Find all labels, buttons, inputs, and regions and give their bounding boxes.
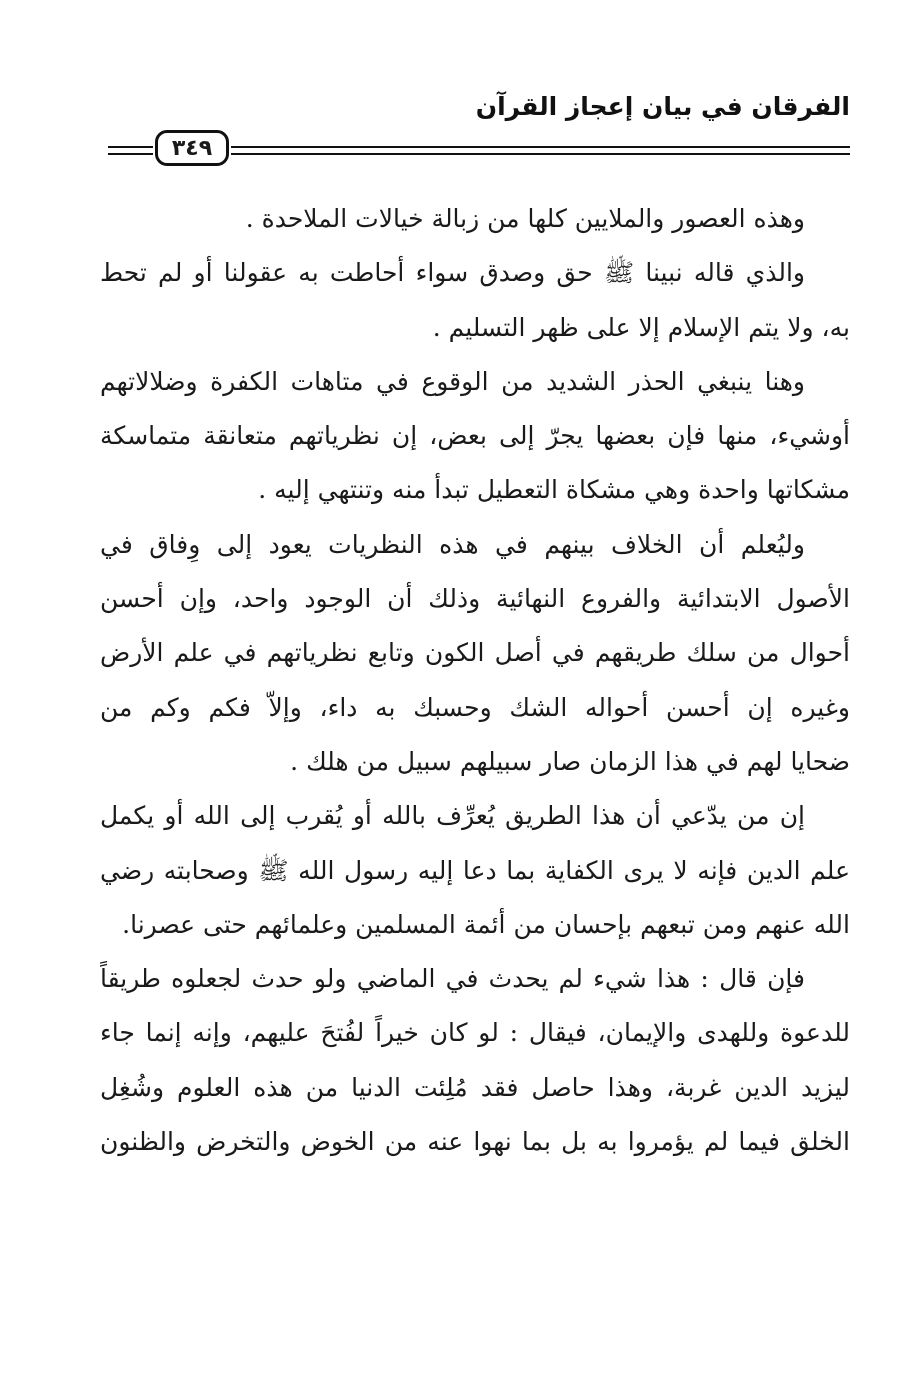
text-line: الأصول الابتدائية والفروع النهائية وذلك أن الوجود واحد، وإن أحسن	[100, 584, 850, 614]
text-line: والذي قاله نبينا ﷺ حق وصدق سواء أحاطت به عقولنا أو لم تحط	[100, 258, 805, 288]
text-line: أوشيء، منها فإن بعضها يجرّ إلى بعض، إن نظرياتهم متعانقة متماسكة	[100, 421, 850, 451]
text-line: علم الدين فإنه لا يرى الكفاية بما دعا إليه رسول الله ﷺ وصحابته رضي	[100, 855, 850, 885]
text-line: أحوال من سلك طريقهم في أصل الكون وتابع نظرياتهم في علم الأرض	[100, 638, 850, 668]
text-line: به، ولا يتم الإسلام إلا على ظهر التسليم .	[432, 312, 850, 342]
text-line: فإن قال : هذا شيء لم يحدث في الماضي ولو حدث لجعلوه طريقاً	[100, 964, 805, 994]
page-header	[100, 92, 850, 132]
text-line: ليزيد الدين غربة، وهذا حاصل فقد مُلِئت الدنيا من هذه العلوم وشُغِل	[100, 1072, 850, 1102]
text-line: وليُعلم أن الخلاف بينهم في هذه النظريات يعود إلى وِفاق في	[100, 529, 805, 559]
header-rule-left-top	[108, 146, 153, 148]
text-line: وهنا ينبغي الحذر الشديد من الوقوع في متاهات الكفرة وضلالاتهم	[100, 366, 805, 396]
text-line: للدعوة وللهدى والإيمان، فيقال : لو كان خيراً لفُتحَ عليهم، وإنه إنما جاء	[100, 1018, 850, 1048]
header-rule-right-top	[231, 146, 850, 148]
text-line: مشكاتها واحدة وهي مشكاة التعطيل تبدأ منه وتنتهي إليه .	[258, 475, 850, 505]
text-line: الله عنهم ومن تبعهم بإحسان من أئمة المسلمين وعلمائهم حتى عصرنا.	[122, 909, 850, 939]
header-rule-right-bottom	[231, 153, 850, 155]
page-number: ٣٤٩	[155, 130, 229, 166]
running-header-title: الفرقان في بيان إعجاز القرآن	[475, 92, 850, 121]
text-line: ضحايا لهم في هذا الزمان صار سبيلهم سبيل من هلك .	[290, 746, 850, 776]
text-line: وغيره إن أحسن أحواله الشك وحسبك به داء، وإلاّ فكم وكم من	[100, 692, 850, 722]
text-line: وهذه العصور والملايين كلها من زبالة خيالات الملاحدة .	[245, 204, 805, 233]
text-line: الخلق فيما لم يؤمروا به بل بما نهوا عنه من الخوض والتخرض والظنون	[100, 1127, 850, 1157]
header-rule-left-bottom	[108, 153, 153, 155]
text-line: إن من يدّعي أن هذا الطريق يُعرِّف بالله أو يُقرب إلى الله أو يكمل	[100, 801, 805, 831]
page-body-text	[100, 192, 850, 1169]
